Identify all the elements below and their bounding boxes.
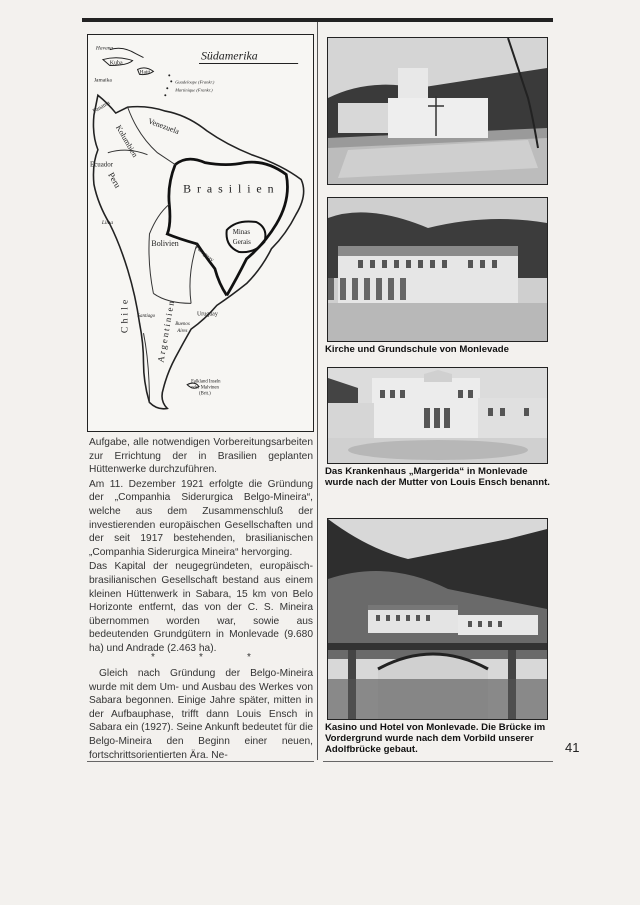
label-ecuador: Ecuador	[89, 161, 114, 169]
label-martinique: Martinique (Frankr.)	[175, 87, 213, 93]
label-argentinien: Argentinien	[155, 298, 177, 364]
column-divider	[317, 22, 318, 760]
separator-star-1: *	[151, 652, 155, 663]
label-kolumbien: Kolumbien	[114, 123, 140, 159]
page-number: 41	[565, 740, 580, 755]
label-panama: Panama	[91, 100, 112, 115]
body-text-lower	[89, 667, 313, 763]
photo-hospital	[327, 367, 548, 464]
label-gerais: Gerais	[232, 238, 251, 246]
label-uruguay: Uruguay	[197, 311, 218, 318]
label-falkland-2: oder Malvinen	[191, 385, 219, 391]
label-brasilien: Brasilien	[183, 181, 280, 196]
bottom-rule-left	[87, 761, 314, 762]
label-havana: Havana	[95, 45, 114, 52]
label-falkland-3: (Brit.)	[199, 391, 211, 397]
south-america-map	[87, 34, 314, 432]
paragraph-2: Am 11. Dezember 1921 erfolgte die Gründung der „Companhia Siderurgica Belgo-Mineira“, welche aus dem Zusammenschluß der investierenden europäischen Gesellschaften und der seit 1917 bestehenden, brasilianischen „Companhia Siderurgica Mineira“ hervorging.	[89, 478, 313, 558]
label-haiti: Haiti	[139, 69, 151, 76]
map-drawing	[88, 35, 313, 431]
label-guadeloupe: Guadeloupe (Frankr.)	[175, 79, 215, 85]
photo-casino-bridge	[327, 518, 548, 720]
caption-kirche: Kirche und Grundschule von Monlevade	[325, 344, 509, 355]
label-buenos: Buenos	[175, 322, 190, 328]
label-peru: Peru	[106, 170, 123, 190]
photo-school	[327, 197, 548, 342]
caption-krankenhaus: Das Krankenhaus „Margerida“ in Monlevade wurde nach der Mutter von Louis Ensch benannt.	[325, 466, 550, 488]
label-kuba: Kuba	[109, 60, 123, 67]
label-jamaika: Jamaika	[93, 77, 112, 84]
label-santiago: Santiago	[137, 314, 156, 320]
paragraph-1: Aufgabe, alle notwendigen Vorbereitungsarbeiten zur Errichtung der in Brasilien geplanten Hüttenwerke durchzuführen.	[89, 437, 313, 476]
separator-star-3: *	[247, 652, 251, 663]
caption-kasino: Kasino und Hotel von Monlevade. Die Brücke im Vordergrund wurde nach dem Vorbild unserer Adolfbrücke gebaut.	[325, 722, 546, 755]
section-separator	[89, 652, 313, 663]
label-falkland-1: Falkland Inseln	[191, 379, 221, 385]
paragraph-4: Gleich nach Gründung der Belgo-Mineira wurde mit dem Um- und Ausbau des Werkes von Sabara begonnen. Einige Jahre später, mitten in der Aufbauphase, trifft dann Louis Ensch in Sabara ein (1927). Seine Ankunft bedeutet für die Belgo-Mineira den Beginn einer neuen, fortschrittsorientierten Ära. Ne-	[89, 668, 313, 761]
paragraph-3: Das Kapital der neugegründeten, europäisch-brasilianischen Gesellschaft bestand aus einem kleinen Hüttenwerk in Sabara, 15 km von Belo Horizonte entfernt, das von der C. S. Mineira übernommen worden war, sowie aus bedeutenden Grundgütern in Monlevade (9.680 ha) und Andrade (2.463 ha).	[89, 561, 313, 654]
label-aires: Aires	[177, 329, 188, 335]
label-minas: Minas	[232, 228, 251, 236]
label-venezuela: Venezuela	[146, 116, 181, 136]
label-chile: Chile	[119, 296, 131, 334]
label-lima: Lima	[101, 220, 114, 227]
label-paraguay: Paraguay	[193, 244, 215, 264]
bottom-rule-right	[323, 761, 553, 762]
photo-church	[327, 37, 548, 185]
separator-star-2: *	[199, 652, 203, 663]
map-title: Südamerika	[200, 48, 258, 63]
label-bolivien: Bolivien	[151, 238, 179, 248]
body-text-upper	[89, 436, 313, 657]
